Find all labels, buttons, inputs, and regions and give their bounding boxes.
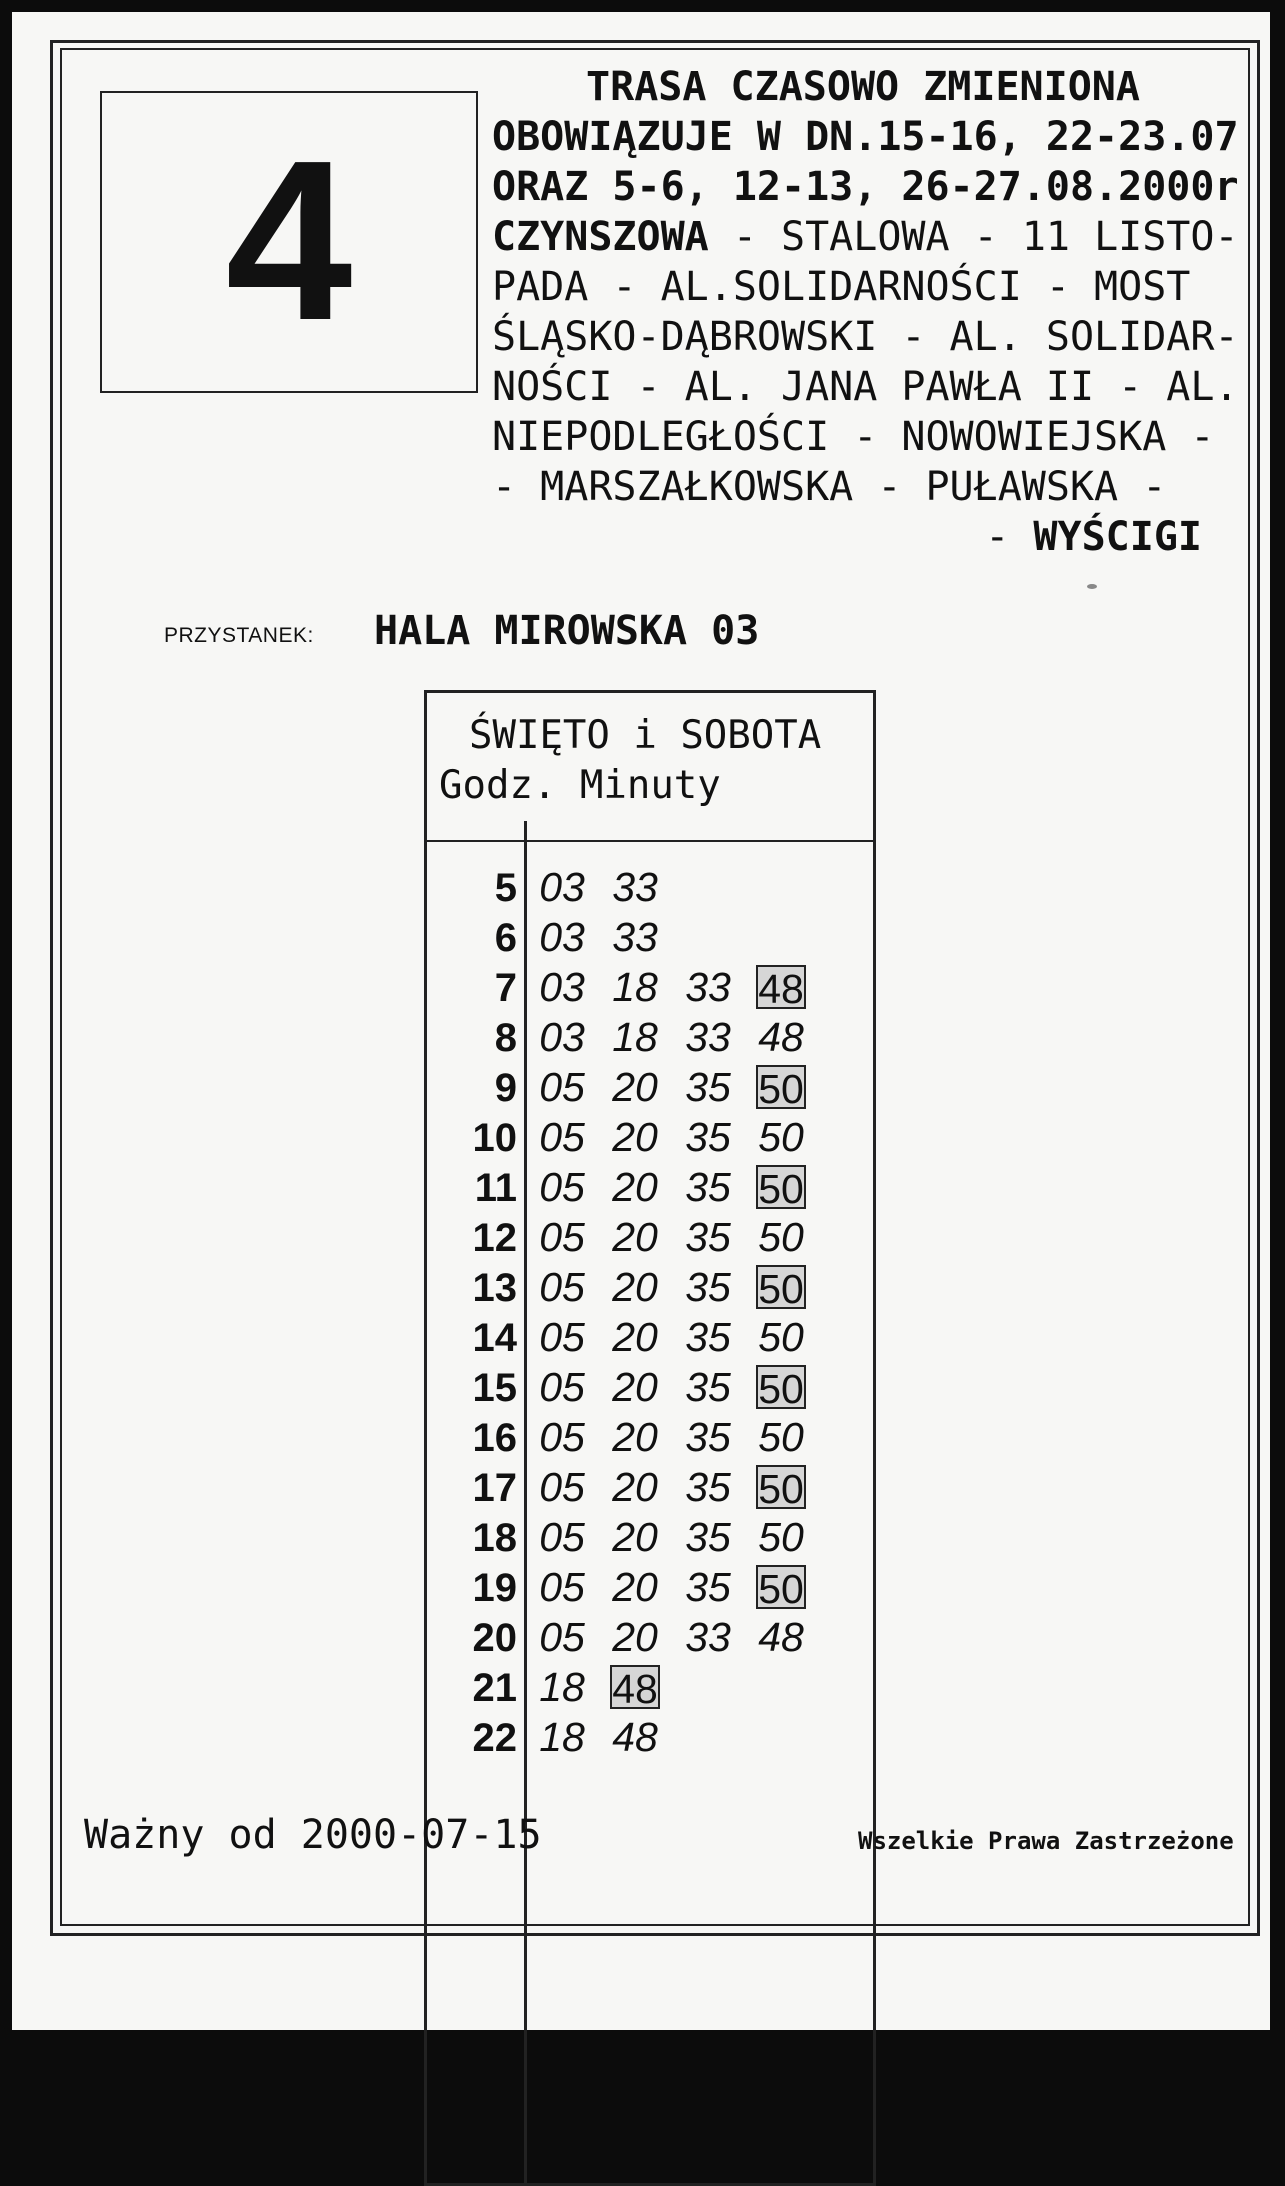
- minute-cell-highlighted: 48: [610, 1665, 660, 1709]
- table-row: [427, 1663, 873, 1713]
- table-row: [427, 1513, 873, 1563]
- minute-cell: 05: [539, 1614, 585, 1660]
- minute-cell: 35: [685, 1064, 731, 1110]
- minute-cell: 35: [685, 1164, 731, 1210]
- minute-cell: 33: [685, 1014, 731, 1060]
- valid-from: Ważny od 2000-07-15: [84, 1812, 542, 1858]
- minute-cell: 05: [539, 1214, 585, 1260]
- minute-cell: 03: [539, 864, 585, 910]
- stop-name: HALA MIROWSKA 03: [374, 608, 760, 654]
- timetable-grid: [424, 690, 876, 2186]
- route-line: [492, 62, 1262, 112]
- minute-cell: 20: [612, 1114, 658, 1160]
- minute-cell: 05: [539, 1314, 585, 1360]
- minute-cell: 33: [685, 1614, 731, 1660]
- minute-cell: 18: [539, 1664, 585, 1710]
- route-line: [492, 112, 1262, 162]
- hour-cell: 10: [472, 1116, 517, 1160]
- table-row: [427, 1213, 873, 1263]
- minute-cell: 05: [539, 1514, 585, 1560]
- hour-cell: 5: [494, 866, 517, 910]
- minute-cell: 18: [612, 1014, 658, 1060]
- minute-cell: 35: [685, 1114, 731, 1160]
- minute-cell: 48: [758, 1614, 804, 1660]
- route-terminus: WYŚCIGI: [1033, 514, 1202, 560]
- route-text: OBOWIĄZUJE W DN.15-16, 22-23.07: [492, 114, 1239, 160]
- hour-cell: 22: [472, 1716, 517, 1760]
- minute-cell: 20: [612, 1564, 658, 1610]
- minute-cell: 35: [685, 1364, 731, 1410]
- timetable-rows: [427, 863, 873, 1763]
- route-number: 4: [225, 114, 353, 368]
- table-row: [427, 963, 873, 1013]
- table-row: [427, 1713, 873, 1763]
- minute-cell: 05: [539, 1414, 585, 1460]
- hour-cell: 12: [472, 1216, 517, 1260]
- table-row: [427, 1263, 873, 1313]
- table-row: [427, 1163, 873, 1213]
- route-text: NOŚCI - AL. JANA PAWŁA II - AL.: [492, 364, 1239, 410]
- minute-cell: 05: [539, 1464, 585, 1510]
- route-line: [492, 162, 1262, 212]
- minute-cell-highlighted: 48: [756, 965, 806, 1009]
- table-row: [427, 913, 873, 963]
- minute-cell: 20: [612, 1314, 658, 1360]
- route-number-box: [100, 91, 478, 393]
- minute-cell: 20: [612, 1164, 658, 1210]
- route-line: [492, 462, 1262, 512]
- header-divider: [427, 840, 873, 842]
- route-line: [492, 362, 1262, 412]
- minute-cell: 18: [539, 1714, 585, 1760]
- hour-cell: 17: [472, 1466, 517, 1510]
- minute-cell-highlighted: 50: [756, 1165, 806, 1209]
- rights-notice: Wszelkie Prawa Zastrzeżone: [858, 1827, 1234, 1855]
- hour-cell: 9: [494, 1066, 517, 1110]
- table-row: [427, 1463, 873, 1513]
- minute-cell: 20: [612, 1614, 658, 1660]
- stop-label: PRZYSTANEK:: [164, 624, 314, 647]
- route-text: TRASA CZASOWO ZMIENIONA: [586, 64, 1140, 110]
- minute-cell: 20: [612, 1464, 658, 1510]
- minute-cell: 50: [758, 1214, 804, 1260]
- minute-cell: 35: [685, 1464, 731, 1510]
- hour-cell: 21: [472, 1666, 517, 1710]
- hour-cell: 11: [474, 1166, 517, 1210]
- minute-cell: 20: [612, 1064, 658, 1110]
- table-row: [427, 1113, 873, 1163]
- minute-cell: 50: [758, 1114, 804, 1160]
- hour-cell: 15: [472, 1366, 517, 1410]
- hour-cell: 6: [494, 916, 517, 960]
- route-text: ORAZ 5-6, 12-13, 26-27.08.2000r: [492, 164, 1239, 210]
- route-text: PADA - AL.SOLIDARNOŚCI - MOST: [492, 264, 1191, 310]
- route-description: [492, 62, 1262, 562]
- minute-cell: 35: [685, 1564, 731, 1610]
- minute-cell: 03: [539, 914, 585, 960]
- minute-cell: 20: [612, 1414, 658, 1460]
- minute-cell: 48: [758, 1014, 804, 1060]
- timetable-subheader: Godz. Minuty: [439, 763, 721, 808]
- route-terminus: CZYNSZOWA: [492, 214, 709, 260]
- timetable-title: ŚWIĘTO i SOBOTA: [469, 713, 822, 758]
- table-row: [427, 1413, 873, 1463]
- minute-cell-highlighted: 50: [756, 1065, 806, 1109]
- minute-cell: 05: [539, 1564, 585, 1610]
- table-row: [427, 1563, 873, 1613]
- timetable-sheet: [12, 12, 1270, 2030]
- hour-cell: 18: [472, 1516, 517, 1560]
- minute-cell: 18: [612, 964, 658, 1010]
- minute-cell: 05: [539, 1264, 585, 1310]
- minute-cell: 05: [539, 1164, 585, 1210]
- route-line: [492, 512, 1262, 562]
- minute-cell: 20: [612, 1364, 658, 1410]
- minute-cell: 20: [612, 1514, 658, 1560]
- minute-cell: 20: [612, 1214, 658, 1260]
- minute-cell: 33: [612, 914, 658, 960]
- table-row: [427, 1313, 873, 1363]
- hour-cell: 13: [472, 1266, 517, 1310]
- hour-cell: 14: [472, 1316, 517, 1360]
- route-text: ŚLĄSKO-DĄBROWSKI - AL. SOLIDAR-: [492, 314, 1239, 360]
- minute-cell: 05: [539, 1364, 585, 1410]
- minute-cell: 35: [685, 1264, 731, 1310]
- minute-cell-highlighted: 50: [756, 1465, 806, 1509]
- route-text: - STALOWA - 11 LISTO-: [708, 214, 1239, 260]
- hour-cell: 8: [494, 1016, 517, 1060]
- minute-cell: 50: [758, 1514, 804, 1560]
- route-text: - MARSZAŁKOWSKA - PUŁAWSKA -: [492, 464, 1167, 510]
- hour-cell: 20: [472, 1616, 517, 1660]
- minute-cell: 33: [612, 864, 658, 910]
- table-row: [427, 1013, 873, 1063]
- dust-speck: [1087, 584, 1097, 589]
- table-row: [427, 1613, 873, 1663]
- minute-cell: 03: [539, 964, 585, 1010]
- route-text: -: [985, 514, 1034, 560]
- route-line: [492, 262, 1262, 312]
- table-row: [427, 863, 873, 913]
- minute-cell-highlighted: 50: [756, 1565, 806, 1609]
- minute-cell: 50: [758, 1314, 804, 1360]
- route-line: [492, 412, 1262, 462]
- minute-cell: 05: [539, 1114, 585, 1160]
- minute-cell-highlighted: 50: [756, 1365, 806, 1409]
- route-text: NIEPODLEGŁOŚCI - NOWOWIEJSKA -: [492, 414, 1215, 460]
- minute-cell: 03: [539, 1014, 585, 1060]
- minute-cell: 35: [685, 1514, 731, 1560]
- hour-cell: 19: [472, 1566, 517, 1610]
- minute-cell: 20: [612, 1264, 658, 1310]
- table-row: [427, 1063, 873, 1113]
- hour-cell: 16: [472, 1416, 517, 1460]
- hour-cell: 7: [494, 966, 517, 1010]
- minute-cell: 05: [539, 1064, 585, 1110]
- minute-cell: 50: [758, 1414, 804, 1460]
- route-line: [492, 212, 1262, 262]
- minute-cell: 35: [685, 1414, 731, 1460]
- minute-cell: 48: [612, 1714, 658, 1760]
- minute-cell-highlighted: 50: [756, 1265, 806, 1309]
- minute-cell: 33: [685, 964, 731, 1010]
- minute-cell: 35: [685, 1214, 731, 1260]
- table-row: [427, 1363, 873, 1413]
- minute-cell: 35: [685, 1314, 731, 1360]
- route-line: [492, 312, 1262, 362]
